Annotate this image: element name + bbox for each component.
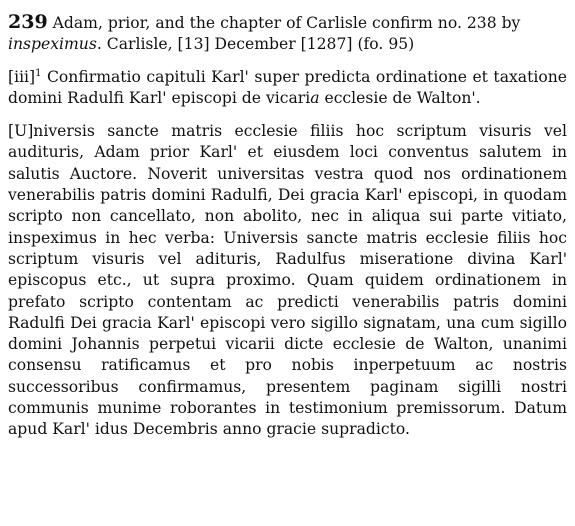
entry-summary-italic: inspeximus [8,35,97,54]
heading-italic-letter: a [310,88,320,107]
heading-text-start: Confirmatio capituli Karl' super predicta ordinatione et taxatione domini Radulfi Karl' episcopi de vicari [8,67,567,107]
entry-summary-start: Adam, prior, and the chapter of Carlisle confirm no. 238 by [47,14,521,32]
heading-marker: [iii] [8,67,36,86]
charter-text: [U]niversis sancte matris ecclesie filiis hoc scriptum visuris vel audituris, Adam prior Karl' et eiusdem loci conventus salutem in salutis Auctore. Noverit universitas vestra quod nos ordinationem venerabilis patris domini Radulfi, Dei gracia Karl' episcopi, in quodam scripto non cancellato, non abolito, nec in aliqua sui parte vitiato, inspeximus in hec verba: Universis sancte matris ecclesie filiis hoc scriptum visuris vel adituris, Radulfus miseratione divina Karl' episcopus etc., ut supra proximo. Quam quidem ordinationem in prefato scripto contentam ac predicti venerabilis patris domini Radulfi Dei gracia Karl' episcopi vero sigillo signatam, una cum sigillo domini Johannis perpetui vicarii dicte ecclesie de Walton, unanimi consensu ratificamus et pro nobis inperpetuum ac nostris successoribus confirmamus, presentem paginam sigilli nostri communis munime roborantes in testimonium premissorum. Datum apud Karl' idus Decembris anno gracie supradicto. [8,122,567,439]
footnote-reference: 1 [35,67,42,79]
document-heading [8,67,567,110]
heading-text-end: ecclesie de Walton'. [319,88,481,107]
entry-summary-end: . Carlisle, [13] December [1287] (fo. 95) [96,35,415,54]
entry-header [8,12,567,56]
entry-number: 239 [8,11,48,33]
